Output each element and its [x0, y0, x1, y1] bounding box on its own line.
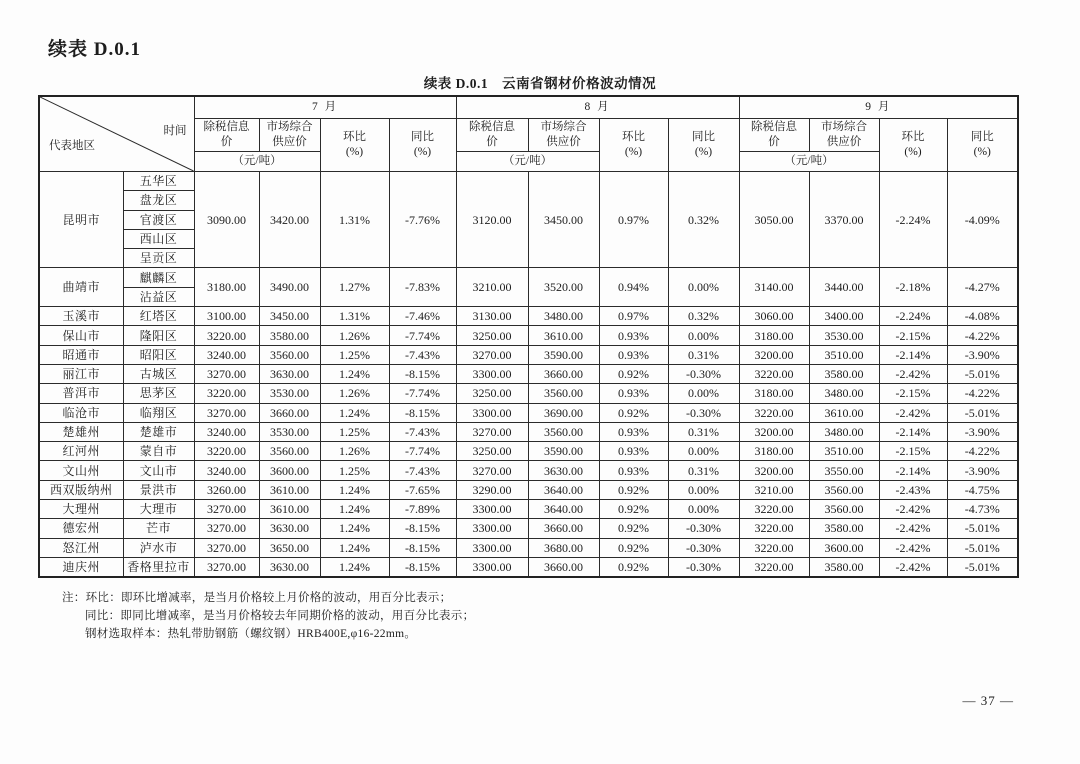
sep-yoy-cell: -3.90% — [947, 461, 1018, 480]
prefecture-cell: 昭通市 — [39, 345, 123, 364]
jul-price-market-cell: 3530.00 — [259, 422, 320, 441]
col-header-yoy-jul: 同比 (%) — [389, 119, 456, 172]
month-header-september: 9 月 — [739, 96, 1018, 119]
jul-price-info-cell: 3240.00 — [194, 461, 259, 480]
sep-price-info-cell: 3140.00 — [739, 268, 809, 307]
aug-price-market-cell: 3680.00 — [528, 538, 599, 557]
sep-price-info-cell: 3200.00 — [739, 345, 809, 364]
district-cell: 思茅区 — [123, 384, 194, 403]
district-cell: 蒙自市 — [123, 442, 194, 461]
sep-price-market-cell: 3550.00 — [809, 461, 879, 480]
aug-price-market-cell: 3480.00 — [528, 307, 599, 326]
aug-mom-cell: 0.93% — [599, 422, 668, 441]
jul-yoy-cell: -7.74% — [389, 384, 456, 403]
sep-price-info-cell: 3200.00 — [739, 461, 809, 480]
col-header-price-market-aug: 市场综合供应价 — [528, 119, 599, 152]
jul-yoy-cell: -7.74% — [389, 326, 456, 345]
sep-price-market-cell: 3600.00 — [809, 538, 879, 557]
jul-yoy-cell: -7.43% — [389, 461, 456, 480]
sep-mom-cell: -2.24% — [879, 172, 947, 268]
jul-price-info-cell: 3270.00 — [194, 519, 259, 538]
aug-price-market-cell: 3560.00 — [528, 384, 599, 403]
unit-header-sep: （元/吨） — [739, 152, 879, 172]
sep-mom-cell: -2.43% — [879, 480, 947, 499]
aug-mom-cell: 0.92% — [599, 480, 668, 499]
jul-price-market-cell: 3560.00 — [259, 345, 320, 364]
aug-price-market-cell: 3660.00 — [528, 364, 599, 383]
jul-mom-cell: 1.25% — [320, 345, 389, 364]
aug-yoy-cell: 0.00% — [668, 500, 739, 519]
jul-mom-cell: 1.25% — [320, 422, 389, 441]
aug-price-market-cell: 3660.00 — [528, 519, 599, 538]
jul-mom-cell: 1.27% — [320, 268, 389, 307]
aug-mom-cell: 0.92% — [599, 403, 668, 422]
aug-mom-cell: 0.92% — [599, 364, 668, 383]
jul-price-market-cell: 3450.00 — [259, 307, 320, 326]
sep-price-market-cell: 3510.00 — [809, 442, 879, 461]
sep-yoy-cell: -5.01% — [947, 519, 1018, 538]
aug-mom-cell: 0.92% — [599, 557, 668, 577]
prefecture-cell: 丽江市 — [39, 364, 123, 383]
aug-price-info-cell: 3130.00 — [456, 307, 528, 326]
footnote-line: 环比：即环比增减率，是当月价格较上月价格的波动，用百分比表示； — [85, 592, 452, 604]
sep-price-market-cell: 3580.00 — [809, 364, 879, 383]
aug-price-info-cell: 3210.00 — [456, 268, 528, 307]
sep-yoy-cell: -5.01% — [947, 364, 1018, 383]
table-row — [39, 480, 1018, 499]
col-header-yoy-aug: 同比 (%) — [668, 119, 739, 172]
jul-yoy-cell: -7.76% — [389, 172, 456, 268]
jul-mom-cell: 1.24% — [320, 364, 389, 383]
sep-mom-cell: -2.14% — [879, 345, 947, 364]
district-cell: 官渡区 — [123, 210, 194, 229]
table-row — [39, 364, 1018, 383]
sep-price-market-cell: 3580.00 — [809, 519, 879, 538]
prefecture-cell: 怒江州 — [39, 538, 123, 557]
col-header-yoy-sep: 同比 (%) — [947, 119, 1018, 172]
aug-price-market-cell: 3660.00 — [528, 557, 599, 577]
table-row — [39, 461, 1018, 480]
sep-mom-cell: -2.15% — [879, 326, 947, 345]
aug-yoy-cell: 0.00% — [668, 326, 739, 345]
aug-mom-cell: 0.97% — [599, 172, 668, 268]
prefecture-cell: 德宏州 — [39, 519, 123, 538]
aug-yoy-cell: -0.30% — [668, 519, 739, 538]
aug-price-info-cell: 3290.00 — [456, 480, 528, 499]
aug-price-info-cell: 3250.00 — [456, 442, 528, 461]
month-header-july: 7 月 — [194, 96, 456, 119]
sep-mom-cell: -2.42% — [879, 364, 947, 383]
aug-mom-cell: 0.93% — [599, 461, 668, 480]
sep-price-info-cell: 3220.00 — [739, 364, 809, 383]
jul-yoy-cell: -8.15% — [389, 364, 456, 383]
district-cell: 临翔区 — [123, 403, 194, 422]
aug-price-market-cell: 3450.00 — [528, 172, 599, 268]
aug-price-market-cell: 3640.00 — [528, 480, 599, 499]
sep-mom-cell: -2.42% — [879, 403, 947, 422]
sep-yoy-cell: -4.22% — [947, 384, 1018, 403]
sep-yoy-cell: -4.27% — [947, 268, 1018, 307]
prefecture-cell: 昆明市 — [39, 172, 123, 268]
footnote-line: 钢材选取样本：热轧带肋钢筋（螺纹钢）HRB400E,φ16-22mm。 — [85, 627, 417, 640]
sep-price-market-cell: 3480.00 — [809, 422, 879, 441]
district-cell: 芒市 — [123, 519, 194, 538]
jul-price-market-cell: 3490.00 — [259, 268, 320, 307]
month-header-august: 8 月 — [456, 96, 739, 119]
jul-yoy-cell: -7.89% — [389, 500, 456, 519]
table-row — [39, 403, 1018, 422]
jul-yoy-cell: -7.46% — [389, 307, 456, 326]
table-row — [39, 500, 1018, 519]
sep-price-market-cell: 3480.00 — [809, 384, 879, 403]
aug-mom-cell: 0.93% — [599, 384, 668, 403]
table-row — [39, 384, 1018, 403]
aug-yoy-cell: 0.00% — [668, 268, 739, 307]
jul-price-info-cell: 3270.00 — [194, 538, 259, 557]
district-cell: 楚雄市 — [123, 422, 194, 441]
jul-price-info-cell: 3270.00 — [194, 364, 259, 383]
aug-price-info-cell: 3250.00 — [456, 384, 528, 403]
prefecture-cell: 临沧市 — [39, 403, 123, 422]
district-cell: 古城区 — [123, 364, 194, 383]
sep-price-info-cell: 3180.00 — [739, 442, 809, 461]
sep-yoy-cell: -4.08% — [947, 307, 1018, 326]
jul-price-info-cell: 3240.00 — [194, 422, 259, 441]
sep-price-info-cell: 3220.00 — [739, 403, 809, 422]
jul-price-market-cell: 3630.00 — [259, 557, 320, 577]
prefecture-cell: 普洱市 — [39, 384, 123, 403]
district-cell: 隆阳区 — [123, 326, 194, 345]
jul-price-market-cell: 3610.00 — [259, 500, 320, 519]
sep-yoy-cell: -4.22% — [947, 326, 1018, 345]
sep-yoy-cell: -5.01% — [947, 557, 1018, 577]
sep-mom-cell: -2.14% — [879, 461, 947, 480]
sep-price-info-cell: 3180.00 — [739, 384, 809, 403]
jul-yoy-cell: -7.65% — [389, 480, 456, 499]
sep-price-info-cell: 3220.00 — [739, 557, 809, 577]
sep-price-market-cell: 3440.00 — [809, 268, 879, 307]
page-title: 续表 D.0.1 — [48, 39, 141, 60]
sep-yoy-cell: -4.09% — [947, 172, 1018, 268]
aug-price-market-cell: 3590.00 — [528, 345, 599, 364]
table-row — [39, 519, 1018, 538]
corner-header-cell — [39, 96, 194, 172]
table-row — [39, 557, 1018, 577]
col-header-price-market-jul: 市场综合供应价 — [259, 119, 320, 152]
aug-price-info-cell: 3120.00 — [456, 172, 528, 268]
corner-time-label: 时间 — [163, 125, 187, 137]
jul-price-info-cell: 3240.00 — [194, 345, 259, 364]
sep-price-market-cell: 3610.00 — [809, 403, 879, 422]
table-caption: 续表 D.0.1 云南省钢材价格波动情况 — [423, 76, 657, 91]
sep-price-market-cell: 3510.00 — [809, 345, 879, 364]
sep-yoy-cell: -4.22% — [947, 442, 1018, 461]
sep-price-info-cell: 3220.00 — [739, 519, 809, 538]
district-cell: 红塔区 — [123, 307, 194, 326]
prefecture-cell: 曲靖市 — [39, 268, 123, 307]
aug-yoy-cell: -0.30% — [668, 364, 739, 383]
jul-mom-cell: 1.31% — [320, 307, 389, 326]
table-row — [39, 538, 1018, 557]
aug-yoy-cell: 0.32% — [668, 307, 739, 326]
jul-price-market-cell: 3630.00 — [259, 519, 320, 538]
district-cell: 昭阳区 — [123, 345, 194, 364]
prefecture-cell: 文山州 — [39, 461, 123, 480]
jul-yoy-cell: -7.43% — [389, 422, 456, 441]
jul-yoy-cell: -7.74% — [389, 442, 456, 461]
jul-price-info-cell: 3270.00 — [194, 403, 259, 422]
aug-price-info-cell: 3250.00 — [456, 326, 528, 345]
jul-price-market-cell: 3420.00 — [259, 172, 320, 268]
aug-price-market-cell: 3520.00 — [528, 268, 599, 307]
sep-mom-cell: -2.15% — [879, 442, 947, 461]
district-cell: 景洪市 — [123, 480, 194, 499]
table-row — [39, 345, 1018, 364]
prefecture-cell: 红河州 — [39, 442, 123, 461]
jul-mom-cell: 1.26% — [320, 442, 389, 461]
sep-yoy-cell: -5.01% — [947, 403, 1018, 422]
district-cell: 香格里拉市 — [123, 557, 194, 577]
district-cell: 文山市 — [123, 461, 194, 480]
sep-mom-cell: -2.24% — [879, 307, 947, 326]
sep-yoy-cell: -3.90% — [947, 422, 1018, 441]
sep-price-market-cell: 3370.00 — [809, 172, 879, 268]
unit-header-aug: （元/吨） — [456, 152, 599, 172]
jul-price-market-cell: 3560.00 — [259, 442, 320, 461]
sep-price-info-cell: 3200.00 — [739, 422, 809, 441]
sep-price-info-cell: 3220.00 — [739, 500, 809, 519]
aug-yoy-cell: 0.32% — [668, 172, 739, 268]
sep-mom-cell: -2.42% — [879, 557, 947, 577]
aug-price-market-cell: 3590.00 — [528, 442, 599, 461]
sep-price-market-cell: 3560.00 — [809, 480, 879, 499]
district-cell: 盘龙区 — [123, 191, 194, 210]
jul-price-info-cell: 3270.00 — [194, 500, 259, 519]
prefecture-cell: 西双版纳州 — [39, 480, 123, 499]
sep-price-info-cell: 3210.00 — [739, 480, 809, 499]
jul-price-info-cell: 3180.00 — [194, 268, 259, 307]
prefecture-cell: 保山市 — [39, 326, 123, 345]
aug-yoy-cell: -0.30% — [668, 538, 739, 557]
sep-yoy-cell: -4.75% — [947, 480, 1018, 499]
sep-mom-cell: -2.14% — [879, 422, 947, 441]
aug-price-info-cell: 3300.00 — [456, 403, 528, 422]
sep-mom-cell: -2.18% — [879, 268, 947, 307]
aug-mom-cell: 0.93% — [599, 442, 668, 461]
jul-mom-cell: 1.24% — [320, 519, 389, 538]
jul-yoy-cell: -8.15% — [389, 403, 456, 422]
aug-price-market-cell: 3630.00 — [528, 461, 599, 480]
jul-price-market-cell: 3580.00 — [259, 326, 320, 345]
district-cell: 泸水市 — [123, 538, 194, 557]
jul-yoy-cell: -8.15% — [389, 557, 456, 577]
prefecture-cell: 楚雄州 — [39, 422, 123, 441]
jul-price-market-cell: 3610.00 — [259, 480, 320, 499]
aug-price-info-cell: 3300.00 — [456, 538, 528, 557]
jul-yoy-cell: -7.83% — [389, 268, 456, 307]
footnote-line: 同比：即同比增减率，是当月价格较去年同期价格的波动，用百分比表示； — [85, 609, 475, 622]
jul-price-info-cell: 3220.00 — [194, 326, 259, 345]
aug-price-info-cell: 3270.00 — [456, 345, 528, 364]
district-cell: 大理市 — [123, 500, 194, 519]
jul-price-market-cell: 3600.00 — [259, 461, 320, 480]
aug-yoy-cell: 0.31% — [668, 422, 739, 441]
sep-price-info-cell: 3060.00 — [739, 307, 809, 326]
aug-price-market-cell: 3690.00 — [528, 403, 599, 422]
unit-header-jul: （元/吨） — [194, 152, 320, 172]
jul-price-info-cell: 3090.00 — [194, 172, 259, 268]
district-cell: 西山区 — [123, 229, 194, 248]
table-row — [39, 422, 1018, 441]
aug-price-info-cell: 3300.00 — [456, 557, 528, 577]
aug-mom-cell: 0.94% — [599, 268, 668, 307]
aug-yoy-cell: 0.00% — [668, 480, 739, 499]
prefecture-cell: 玉溪市 — [39, 307, 123, 326]
jul-price-info-cell: 3220.00 — [194, 384, 259, 403]
col-header-price-info-jul: 除税信息价 — [194, 119, 259, 152]
district-cell: 呈贡区 — [123, 249, 194, 268]
aug-price-info-cell: 3270.00 — [456, 422, 528, 441]
aug-mom-cell: 0.92% — [599, 500, 668, 519]
corner-region-label: 代表地区 — [49, 140, 95, 153]
jul-mom-cell: 1.24% — [320, 557, 389, 577]
sep-mom-cell: -2.42% — [879, 519, 947, 538]
jul-price-info-cell: 3100.00 — [194, 307, 259, 326]
sep-price-market-cell: 3580.00 — [809, 557, 879, 577]
col-header-mom-sep: 环比 (%) — [879, 119, 947, 172]
jul-yoy-cell: -8.15% — [389, 519, 456, 538]
jul-price-info-cell: 3220.00 — [194, 442, 259, 461]
aug-yoy-cell: -0.30% — [668, 557, 739, 577]
aug-price-market-cell: 3610.00 — [528, 326, 599, 345]
table-row — [39, 442, 1018, 461]
jul-yoy-cell: -7.43% — [389, 345, 456, 364]
aug-yoy-cell: -0.30% — [668, 403, 739, 422]
jul-price-market-cell: 3630.00 — [259, 364, 320, 383]
table-row — [39, 326, 1018, 345]
jul-mom-cell: 1.24% — [320, 500, 389, 519]
aug-yoy-cell: 0.31% — [668, 461, 739, 480]
sep-price-info-cell: 3180.00 — [739, 326, 809, 345]
table-row — [39, 268, 1018, 287]
sep-price-market-cell: 3530.00 — [809, 326, 879, 345]
sep-price-market-cell: 3560.00 — [809, 500, 879, 519]
jul-mom-cell: 1.24% — [320, 538, 389, 557]
aug-mom-cell: 0.92% — [599, 538, 668, 557]
sep-mom-cell: -2.42% — [879, 500, 947, 519]
sep-yoy-cell: -3.90% — [947, 345, 1018, 364]
jul-price-market-cell: 3650.00 — [259, 538, 320, 557]
jul-mom-cell: 1.24% — [320, 403, 389, 422]
steel-price-table — [38, 95, 1019, 578]
jul-mom-cell: 1.24% — [320, 480, 389, 499]
aug-yoy-cell: 0.31% — [668, 345, 739, 364]
col-header-price-info-sep: 除税信息价 — [739, 119, 809, 152]
jul-yoy-cell: -8.15% — [389, 538, 456, 557]
district-cell: 沾益区 — [123, 287, 194, 306]
page-number: — 37 — — [962, 693, 1014, 708]
col-header-price-market-sep: 市场综合供应价 — [809, 119, 879, 152]
table-footnote — [62, 590, 474, 643]
sep-price-market-cell: 3400.00 — [809, 307, 879, 326]
sep-mom-cell: -2.42% — [879, 538, 947, 557]
jul-price-info-cell: 3270.00 — [194, 557, 259, 577]
col-header-price-info-aug: 除税信息价 — [456, 119, 528, 152]
table-row — [39, 307, 1018, 326]
jul-mom-cell: 1.26% — [320, 384, 389, 403]
district-cell: 麒麟区 — [123, 268, 194, 287]
aug-price-info-cell: 3300.00 — [456, 500, 528, 519]
sep-yoy-cell: -4.73% — [947, 500, 1018, 519]
jul-mom-cell: 1.25% — [320, 461, 389, 480]
aug-mom-cell: 0.93% — [599, 345, 668, 364]
aug-mom-cell: 0.97% — [599, 307, 668, 326]
sep-mom-cell: -2.15% — [879, 384, 947, 403]
district-cell: 五华区 — [123, 172, 194, 191]
prefecture-cell: 大理州 — [39, 500, 123, 519]
aug-price-info-cell: 3270.00 — [456, 461, 528, 480]
jul-mom-cell: 1.26% — [320, 326, 389, 345]
col-header-mom-aug: 环比 (%) — [599, 119, 668, 172]
prefecture-cell: 迪庆州 — [39, 557, 123, 577]
sep-price-info-cell: 3050.00 — [739, 172, 809, 268]
footnote-prefix: 注： — [62, 592, 86, 604]
aug-mom-cell: 0.92% — [599, 519, 668, 538]
jul-price-market-cell: 3660.00 — [259, 403, 320, 422]
aug-price-info-cell: 3300.00 — [456, 519, 528, 538]
jul-price-info-cell: 3260.00 — [194, 480, 259, 499]
aug-price-market-cell: 3640.00 — [528, 500, 599, 519]
sep-price-info-cell: 3220.00 — [739, 538, 809, 557]
aug-yoy-cell: 0.00% — [668, 384, 739, 403]
table-row — [39, 172, 1018, 191]
aug-price-info-cell: 3300.00 — [456, 364, 528, 383]
col-header-mom-jul: 环比 (%) — [320, 119, 389, 172]
jul-mom-cell: 1.31% — [320, 172, 389, 268]
jul-price-market-cell: 3530.00 — [259, 384, 320, 403]
aug-mom-cell: 0.93% — [599, 326, 668, 345]
sep-yoy-cell: -5.01% — [947, 538, 1018, 557]
aug-yoy-cell: 0.00% — [668, 442, 739, 461]
aug-price-market-cell: 3560.00 — [528, 422, 599, 441]
